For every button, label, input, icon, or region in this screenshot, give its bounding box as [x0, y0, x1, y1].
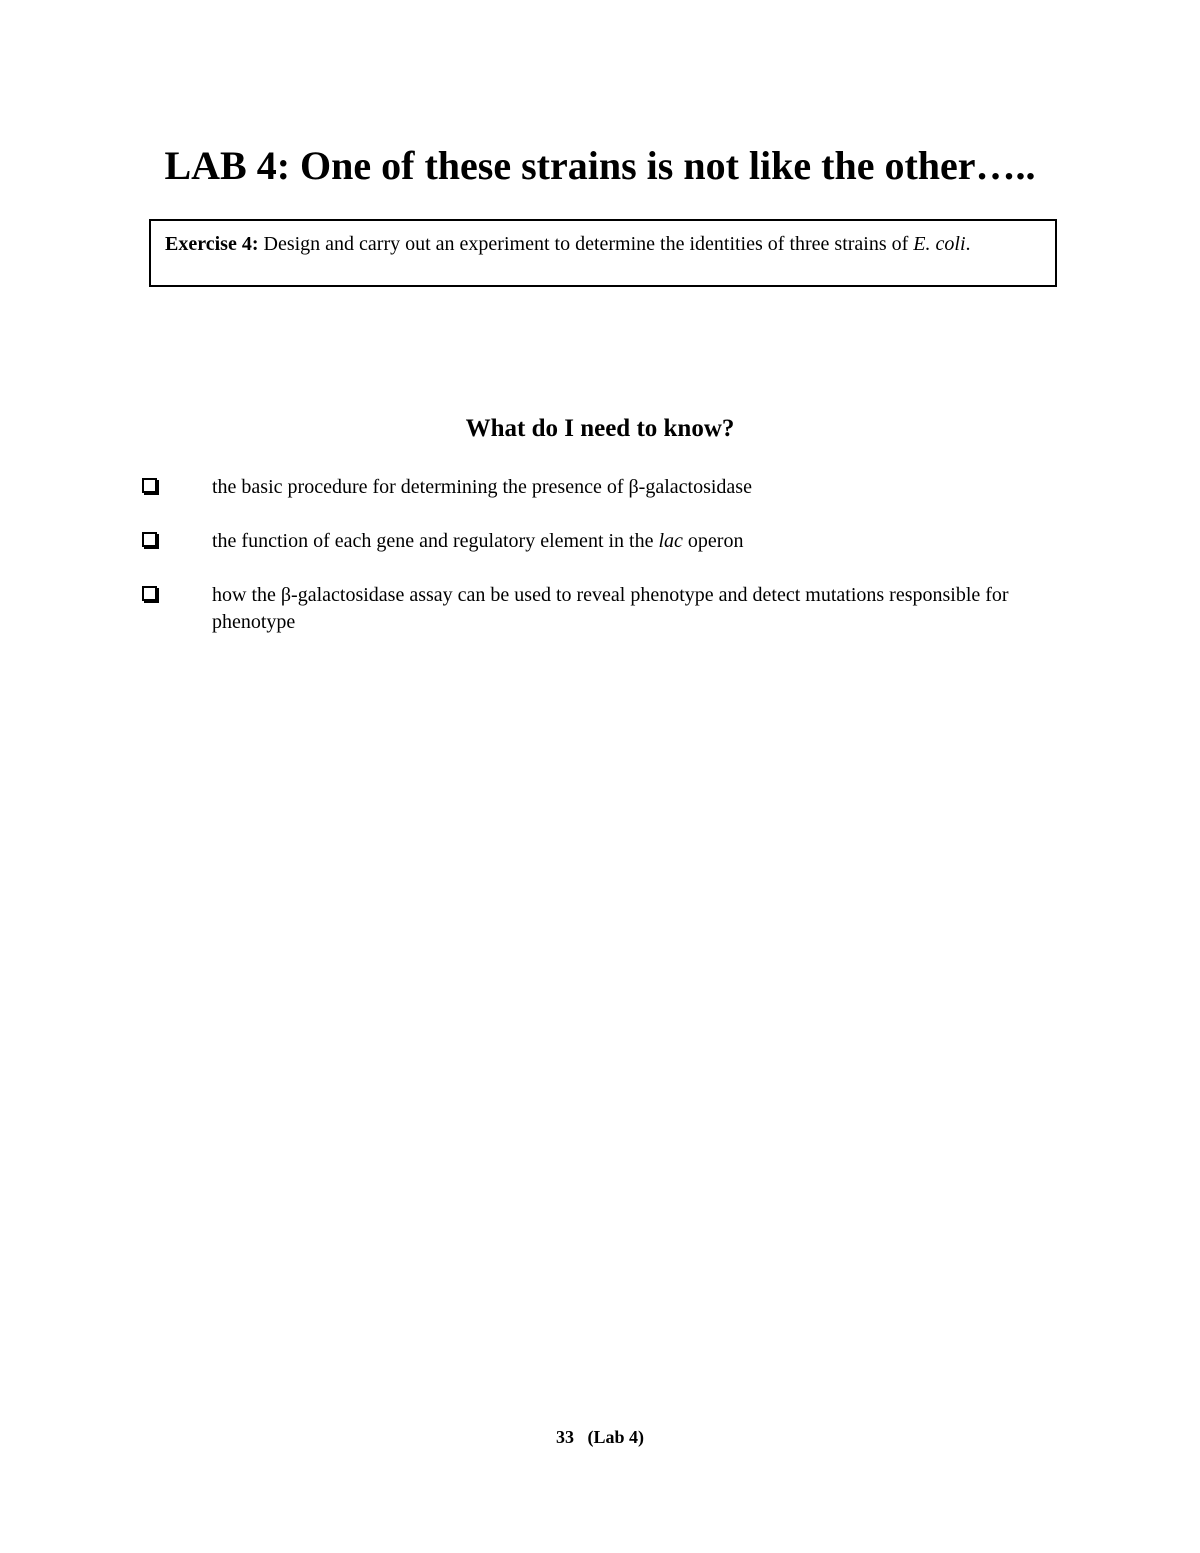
- checklist-item: [140, 528, 1040, 555]
- checkbox-icon: [142, 478, 157, 493]
- checkbox-icon: [142, 586, 157, 601]
- checklist-item-text: the basic procedure for determining the presence of β-galactosidase: [212, 476, 752, 498]
- section-heading: What do I need to know?: [465, 415, 735, 442]
- checklist-item: [140, 474, 1040, 501]
- page-number: 33: [555, 1427, 574, 1447]
- exercise-label: Exercise 4:: [165, 233, 259, 255]
- exercise-box: [149, 219, 1057, 287]
- knowledge-checklist: [140, 474, 1040, 636]
- checkbox-icon: [142, 532, 157, 547]
- exercise-text-end: .: [965, 233, 971, 255]
- page-title: LAB 4: One of these strains is not like the other…..: [164, 143, 1036, 188]
- checklist-item-text: how the β-galactosidase assay can be used to reveal phenotype and detect mutations responsible for phenotype: [212, 584, 1009, 633]
- checklist-item-text: the function of each gene and regulatory element in the: [212, 530, 659, 552]
- checklist-item-italic: lac: [658, 530, 683, 552]
- exercise-organism: E. coli: [913, 233, 966, 255]
- exercise-text: Design and carry out an experiment to determine the identities of three strains of: [258, 233, 914, 255]
- checklist-item-text-end: operon: [682, 530, 744, 552]
- page-footer-label: (Lab 4): [587, 1427, 644, 1447]
- page-footer: [0, 1424, 1200, 1450]
- checklist-item: [140, 582, 1040, 636]
